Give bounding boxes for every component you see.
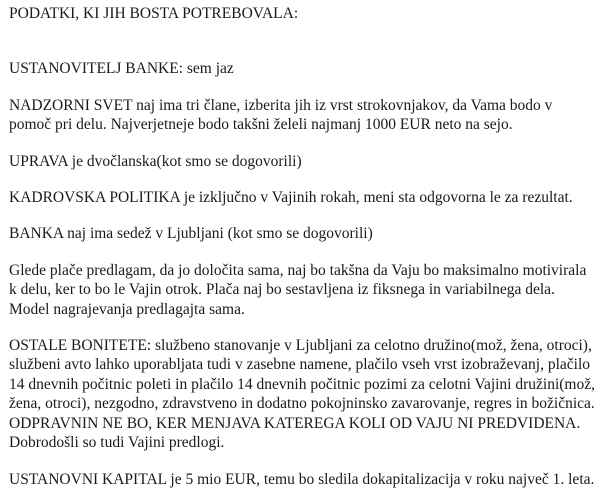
paragraph-uprava: UPRAVA je dvočlanska(kot smo se dogovorili)	[9, 152, 302, 170]
paragraph-banka-sedez: BANKA naj ima sedež v Ljubljani (kot smo se dogovorili)	[9, 225, 373, 243]
paragraph-placa: Glede plače predlagam, da jo določita sama, naj bo takšna da Vaju bo maksimalno motivirala k delu, ker to bo le Vajin otrok. Plača naj bo sestavljena iz fiksnega in variabilnega dela. Model nagrajevanja predlagajta sama.	[9, 261, 587, 318]
paragraph-ustanovni-kapital: USTANOVNI KAPITAL je 5 mio EUR, temu bo sledila dokapitalizacija v roku največ 1. leta.	[9, 470, 595, 488]
paragraph-ostale-bonitete: OSTALE BONITETE: službeno stanovanje v Ljubljani za celotno družino(mož, žena, otroci), službeni avto lahko uporabljata tudi v zasebne namene, plačilo vseh vrst izobraževanj, plačilo 14 dnevnih počitnic poleti in plačilo 14 dnevnih počitnic pozimi za celotni Vajini družini(mož, žena, otroci), nezgodno, zdravstveno in dodatno pokojninsko zavarovanje, regres in božičnica. ODPRAVNIN NE BO, KER MENJAVA KATEREGA KOLI OD VAJU NI PREDVIDENA. Dobrodošli so tudi Vajini predlogi.	[9, 337, 595, 452]
document-title: PODATKI, KI JIH BOSTA POTREBOVALA:	[9, 5, 299, 22]
paragraph-ustanovitelj-banke: USTANOVITELJ BANKE: sem jaz	[9, 60, 234, 78]
paragraph-nadzorni-svet: NADZORNI SVET naj ima tri člane, izberita jih iz vrst strokovnjakov, da Vama bodo v pomoč pri delu. Najverjetneje bodo takšni želeli najmanj 1000 EUR neto na sejo.	[9, 96, 553, 134]
paragraph-kadrovska-politika: KADROVSKA POLITIKA je izključno v Vajinih rokah, meni sta odgovorna le za rezultat.	[9, 189, 573, 207]
